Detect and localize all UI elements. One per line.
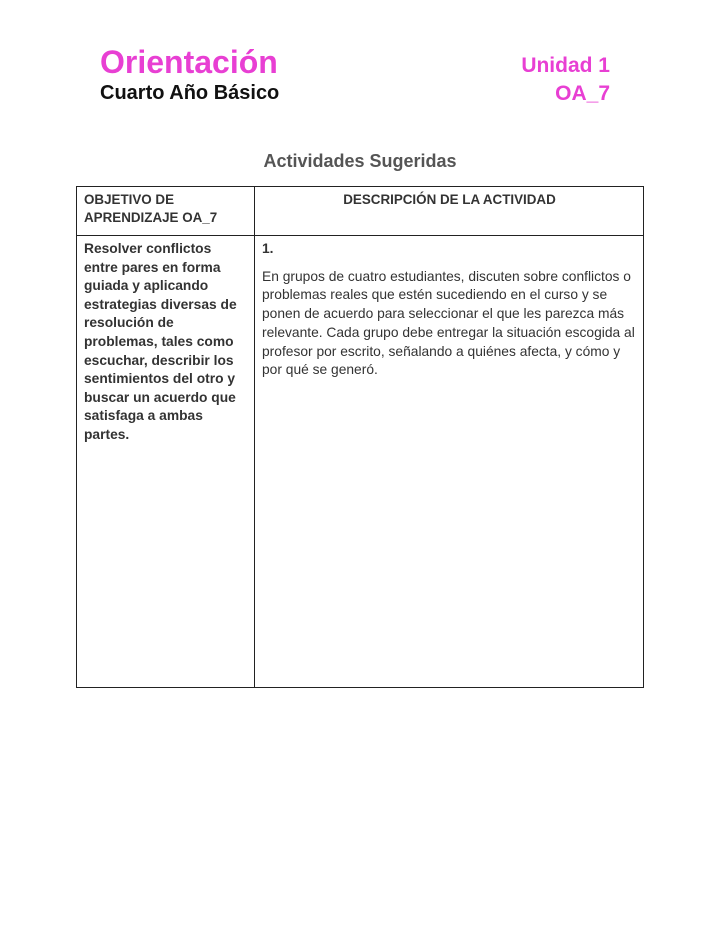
activities-table xyxy=(76,186,644,688)
description-header: DESCRIPCIÓN DE LA ACTIVIDAD xyxy=(255,187,644,236)
activity-number: 1. xyxy=(262,241,274,256)
oa-code: OA_7 xyxy=(555,82,610,105)
objective-header: OBJETIVO DE APRENDIZAJE OA_7 xyxy=(77,187,255,236)
table-row xyxy=(77,236,644,688)
subject-title: Orientación xyxy=(100,44,278,80)
page-header xyxy=(0,0,720,110)
activity-text: En grupos de cuatro estudiantes, discuten sobre conflictos o problemas reales que estén sucediendo en el curso y se ponen de acuerdo para seleccionar el que les parezca más relevante. Cada grupo debe entregar la situación escogida al profesor por escrito, señalando a quiénes afecta, y cómo y por qué se generó. xyxy=(262,268,635,378)
grade-level: Cuarto Año Básico xyxy=(100,82,280,104)
unit-label: Unidad 1 xyxy=(521,54,610,77)
activity-description xyxy=(255,236,644,688)
objective-text: Resolver conflictos entre pares en forma guiada y aplicando estrategias diversas de resolución de problemas, tales como escuchar, describir los sentimientos del otro y buscar un acuerdo que satisfaga a ambas partes. xyxy=(77,236,255,688)
section-title: Actividades Sugeridas xyxy=(263,151,457,171)
table-header-row xyxy=(77,187,644,236)
